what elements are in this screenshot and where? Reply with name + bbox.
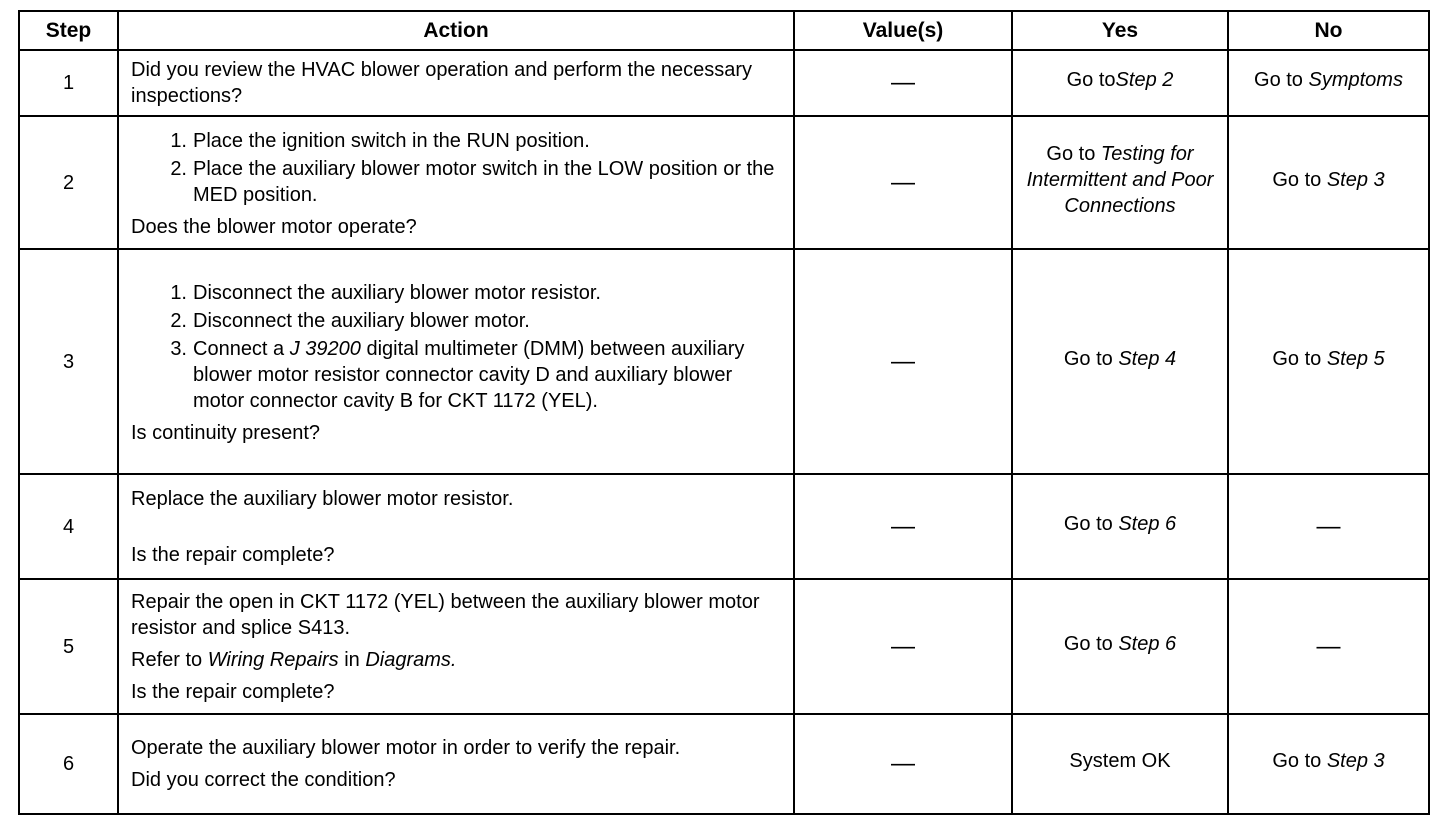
no-cell	[1228, 116, 1429, 249]
action-text: Operate the auxiliary blower motor in order to verify the repair.	[131, 737, 681, 759]
action-text: Repair the open in CKT 1172 (YEL) between the auxiliary blower motor resistor and splice S413.	[131, 590, 760, 639]
header-no: No	[1228, 11, 1429, 50]
action-cell	[118, 474, 794, 579]
item-number: 2.	[170, 157, 187, 180]
yes-cell	[1012, 116, 1228, 249]
no-prefix: Go to	[1272, 347, 1327, 370]
header-step: Step	[19, 11, 118, 50]
item-number: 3.	[170, 337, 187, 360]
item-text: Place the ignition switch in the RUN position.	[193, 129, 590, 152]
table-row	[19, 579, 1429, 714]
step-number: 5	[19, 579, 118, 714]
table-row	[19, 50, 1429, 116]
table-row	[19, 249, 1429, 474]
numbered-item	[131, 308, 783, 334]
value-cell: —	[794, 714, 1012, 814]
value-cell: —	[794, 116, 1012, 249]
action-text: Did you review the HVAC blower operation and perform the necessary inspections?	[131, 59, 753, 107]
item-number: 2.	[170, 309, 187, 332]
no-cell	[1228, 714, 1429, 814]
reference-line	[131, 647, 783, 673]
yes-link[interactable]: Step 2	[1115, 69, 1174, 91]
no-link[interactable]: Step 5	[1326, 347, 1385, 370]
step-number: 1	[19, 50, 118, 116]
action-question: Does the blower motor operate?	[131, 215, 417, 238]
table-row	[19, 474, 1429, 579]
yes-cell: System OK	[1012, 714, 1228, 814]
item-text: Disconnect the auxiliary blower motor resistor.	[193, 281, 601, 304]
header-row	[19, 11, 1429, 50]
step-number: 3	[19, 249, 118, 474]
no-cell	[1228, 249, 1429, 474]
item-text: Disconnect the auxiliary blower motor.	[193, 309, 530, 332]
action-cell	[118, 50, 794, 116]
wiring-repairs-link[interactable]: Wiring Repairs	[207, 648, 339, 671]
numbered-item	[131, 128, 783, 154]
yes-prefix: Go to	[1063, 347, 1119, 370]
action-cell	[118, 116, 794, 249]
header-values: Value(s)	[794, 11, 1012, 50]
numbered-item	[131, 336, 783, 414]
action-question: Did you correct the condition?	[131, 769, 396, 791]
diagnostic-table	[18, 10, 1430, 815]
no-link[interactable]: Symptoms	[1308, 69, 1403, 91]
yes-cell	[1012, 474, 1228, 579]
reference-mid: in	[338, 648, 366, 671]
action-cell	[118, 579, 794, 714]
numbered-item	[131, 280, 783, 306]
yes-link[interactable]: Step 4	[1118, 347, 1177, 370]
tool-reference: J 39200	[289, 337, 361, 360]
no-cell: —	[1228, 579, 1429, 714]
yes-prefix: Go to	[1063, 632, 1119, 655]
no-link[interactable]: Step 3	[1326, 168, 1385, 191]
header-yes: Yes	[1012, 11, 1228, 50]
value-cell: —	[794, 474, 1012, 579]
item-text-prefix: Connect a	[193, 337, 290, 360]
action-question: Is the repair complete?	[131, 543, 335, 566]
table-row	[19, 714, 1429, 814]
no-prefix: Go to	[1254, 69, 1309, 91]
reference-prefix: Refer to	[131, 648, 208, 671]
no-link[interactable]: Step 3	[1326, 750, 1385, 772]
action-question: Is continuity present?	[131, 421, 320, 444]
action-cell	[118, 249, 794, 474]
item-number: 1.	[170, 281, 187, 304]
numbered-item	[131, 156, 783, 208]
no-prefix: Go to	[1272, 750, 1327, 772]
step-number: 2	[19, 116, 118, 249]
step-number: 4	[19, 474, 118, 579]
yes-cell	[1012, 249, 1228, 474]
yes-prefix: Go to	[1063, 512, 1119, 535]
item-text: Place the auxiliary blower motor switch in the LOW position or the MED position.	[193, 157, 775, 206]
action-question: Is the repair complete?	[131, 680, 335, 703]
diagrams-link[interactable]: Diagrams.	[365, 648, 457, 671]
yes-link[interactable]: Step 6	[1118, 632, 1177, 655]
yes-cell	[1012, 50, 1228, 116]
yes-link[interactable]: Testing for Intermittent and Poor Connections	[1026, 142, 1214, 217]
step-number: 6	[19, 714, 118, 814]
item-number: 1.	[170, 129, 187, 152]
yes-link[interactable]: Step 6	[1118, 512, 1177, 535]
item-text-suffix: digital multimeter (DMM) between auxiliary blower motor resistor connector cavity D and auxiliary blower motor connector cavity B for CKT 1172 (YEL).	[193, 337, 745, 412]
item-text	[193, 336, 783, 414]
no-cell	[1228, 50, 1429, 116]
no-prefix: Go to	[1272, 168, 1327, 191]
action-cell	[118, 714, 794, 814]
value-cell: —	[794, 50, 1012, 116]
yes-prefix: Go to	[1046, 142, 1101, 165]
value-cell: —	[794, 249, 1012, 474]
header-action: Action	[118, 11, 794, 50]
value-cell: —	[794, 579, 1012, 714]
yes-prefix: Go to	[1066, 69, 1116, 91]
action-text: Replace the auxiliary blower motor resistor.	[131, 487, 514, 510]
table-row	[19, 116, 1429, 249]
no-cell: —	[1228, 474, 1429, 579]
yes-cell	[1012, 579, 1228, 714]
